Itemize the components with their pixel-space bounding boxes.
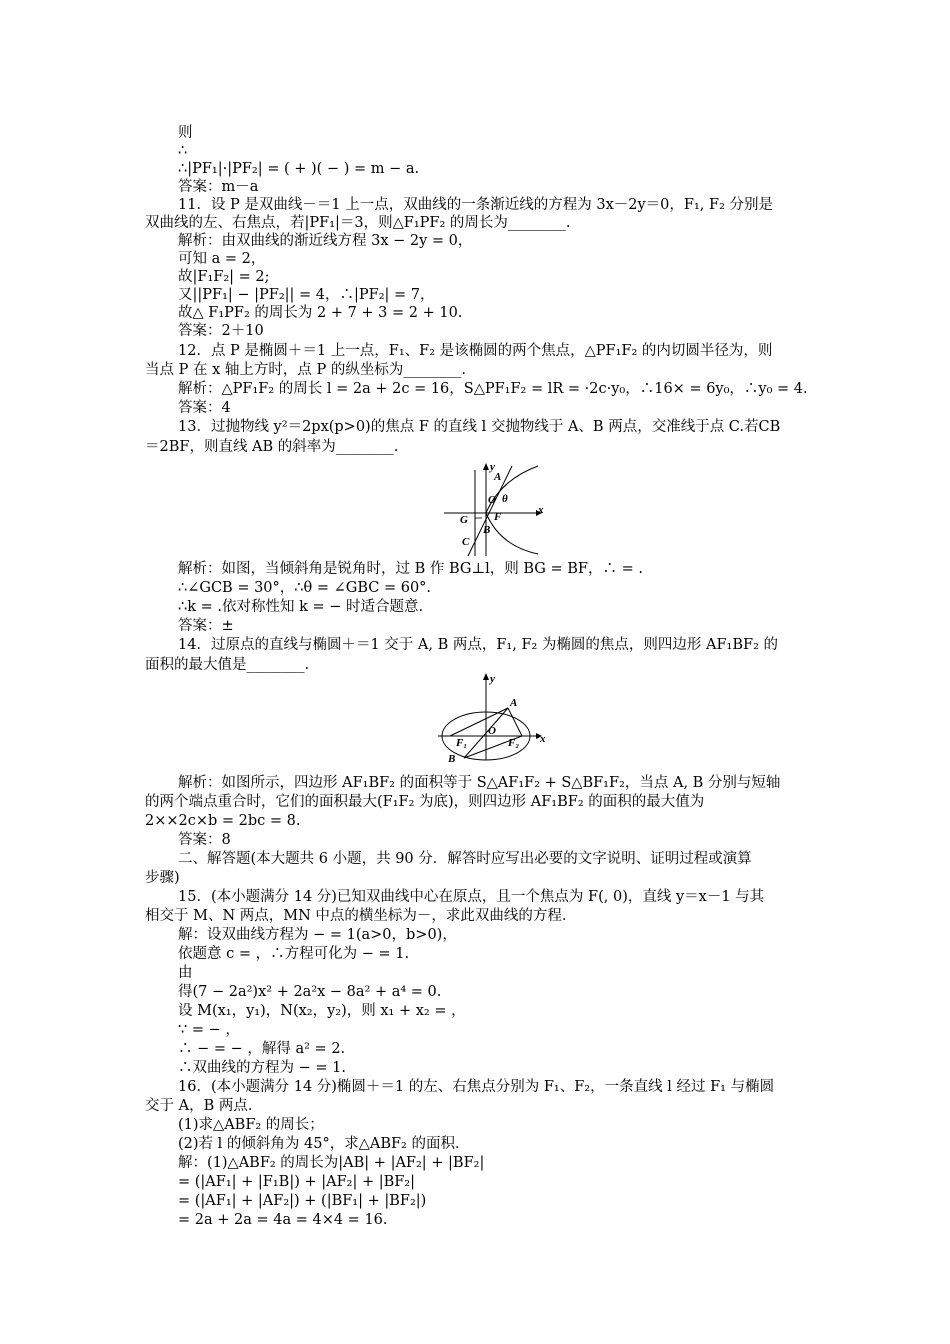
text-line: 步骤)	[145, 870, 180, 886]
text-line: ＝2BF，则直线 AB 的斜率为________.	[145, 439, 399, 455]
question-13: 13．过抛物线 y²＝2px(p>0)的焦点 F 的直线 l 交抛物线于 A、B 两点，交准线于点 C.若CB	[178, 419, 781, 435]
point-G-label: G	[460, 514, 468, 526]
text-line: 得(7 − 2a²)x² + 2a²x − 8a² + a⁴ = 0.	[178, 984, 442, 1000]
text-line: 交于 A，B 两点．	[145, 1098, 263, 1114]
text-line: 故|F₁F₂| = 2;	[178, 269, 270, 285]
point-B-label: B	[483, 524, 491, 536]
point-C-label: C	[462, 536, 470, 548]
solution-line: 解析：△PF₁F₂ 的周长 l = 2a + 2c = 16，S△PF₁F₂ = lR = ·2c·y₀，∴16× = 6y₀，∴y₀ = 4.	[178, 381, 808, 397]
text-line: 双曲线的左、右焦点，若|PF₁|＝3，则△F₁PF₂ 的周长为________.	[145, 215, 571, 231]
text-line: ∴ − = − ，解得 a² = 2.	[178, 1041, 346, 1057]
text-line: 故△ F₁PF₂ 的周长为 2 + 7 + 3 = 2 + 10.	[178, 305, 463, 321]
text-line: ∴	[178, 143, 188, 159]
text-line: 依题意 c = ，∴方程可化为 − = 1.	[178, 946, 410, 962]
text-line: 设 M(x₁，y₁)，N(x₂，y₂)，则 x₁ + x₂ = ，	[178, 1003, 466, 1019]
question-16: 16．(本小题满分 14 分)椭圆＋＝1 的左、右焦点分别为 F₁、F₂，一条直线 l 经过 F₁ 与椭圆	[178, 1079, 775, 1095]
text-line: 2××2c×b = 2bc = 8.	[145, 813, 301, 829]
answer-line: 答案：8	[178, 832, 231, 848]
solution-line: 解析：如图，当倾斜角是锐角时，过 B 作 BG⊥l，则 BG = BF，∴ = .	[178, 561, 643, 577]
text-line: ∴双曲线的方程为 − = 1.	[178, 1060, 346, 1076]
text-line: ∴|PF₁|·|PF₂| = ( + )( − ) = m − a.	[178, 161, 420, 177]
focus-F2-label: F₂	[508, 737, 520, 749]
text-line: ∴k = .依对称性知 k = − 时适合题意.	[178, 599, 424, 615]
point-A-label: A	[510, 697, 518, 709]
question-14: 14．过原点的直线与椭圆＋＝1 交于 A, B 两点，F₁, F₂ 为椭圆的焦点，则四边形 AF₁BF₂ 的	[178, 637, 779, 653]
theta-label: θ	[502, 493, 508, 505]
ellipse-figure	[436, 670, 551, 762]
point-B-label: B	[448, 753, 456, 762]
text-line: = 2a + 2a = 4a = 4×4 = 16.	[178, 1212, 388, 1228]
origin-label: O	[488, 494, 496, 506]
parabola-figure	[440, 458, 550, 558]
origin-label: O	[488, 725, 496, 737]
question-11: 11．设 P 是双曲线－＝1 上一点，双曲线的一条渐近线的方程为 3x－2y＝0，F₁, F₂ 分别是	[178, 197, 773, 213]
text-line: 则	[178, 125, 193, 141]
text-line: = (|AF₁| + |AF₂|) + (|BF₁| + |BF₂|)	[178, 1193, 427, 1209]
solution-line: 解：(1)△ABF₂ 的周长为|AB| + |AF₂| + |BF₂|	[178, 1155, 485, 1171]
question-15: 15．(本小题满分 14 分)已知双曲线中心在原点，且一个焦点为 F(, 0)，直线 y＝x－1 与其	[178, 889, 765, 905]
focus-label: F	[494, 511, 502, 523]
y-axis-label: y	[490, 461, 495, 473]
text-line: 又||PF₁| − |PF₂|| = 4，∴|PF₂| = 7，	[178, 287, 435, 303]
text-line: 当点 P 在 x 轴上方时，点 P 的纵坐标为________.	[145, 362, 466, 378]
text-line: (2)若 l 的倾斜角为 45°，求△ABF₂ 的面积．	[178, 1136, 470, 1152]
text-line: (1)求△ABF₂ 的周长；	[178, 1117, 324, 1133]
solution-line: 解析：由双曲线的渐近线方程 3x − 2y = 0，	[178, 233, 473, 249]
answer-line: 答案：m－a	[178, 179, 259, 195]
solution-line: 解：设双曲线方程为 − = 1(a>0，b>0)，	[178, 927, 457, 943]
question-12: 12．点 P 是椭圆＋＝1 上一点，F₁、F₂ 是该椭圆的两个焦点，△PF₁F₂ 的内切圆半径为，则	[178, 343, 773, 359]
answer-line: 答案：4	[178, 400, 231, 416]
text-line: 面积的最大值是________.	[145, 657, 310, 673]
text-line: 可知 a = 2，	[178, 251, 266, 267]
point-A-label: A	[494, 471, 502, 483]
text-line: 相交于 M、N 两点，MN 中点的横坐标为－，求此双曲线的方程．	[145, 908, 577, 924]
x-axis-label: x	[538, 504, 544, 516]
x-axis-label: x	[540, 733, 546, 745]
answer-line: 答案：2＋10	[178, 323, 264, 339]
text-line: 的两个端点重合时，它们的面积最大(F₁F₂ 为底)，则四边形 AF₁BF₂ 的面积的最大值为	[145, 794, 705, 810]
section-heading: 二、解答题(本大题共 6 小题，共 90 分．解答时应写出必要的文字说明、证明过程或演算	[178, 851, 752, 867]
text-line: = (|AF₁| + |F₁B|) + |AF₂| + |BF₂|	[178, 1174, 416, 1190]
text-line: ∵ = − ，	[178, 1022, 240, 1038]
text-line: ∴∠GCB = 30°，∴θ = ∠GBC = 60°.	[178, 580, 432, 596]
solution-line: 解析：如图所示，四边形 AF₁BF₂ 的面积等于 S△AF₁F₂ + S△BF₁F₂，当点 A, B 分别与短轴	[178, 775, 781, 791]
y-axis-label: y	[490, 673, 495, 685]
focus-F1-label: F₁	[456, 737, 468, 749]
answer-line: 答案：±	[178, 618, 234, 634]
text-line: 由	[178, 965, 193, 981]
